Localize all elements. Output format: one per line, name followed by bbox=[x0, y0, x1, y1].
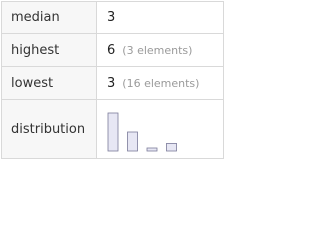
lowest-value-cell bbox=[97, 67, 223, 99]
row-highest bbox=[2, 34, 223, 67]
histogram-bar-4 bbox=[167, 143, 177, 151]
lowest-label: lowest bbox=[2, 67, 97, 99]
median-value: 3 bbox=[107, 10, 116, 25]
highest-value-cell bbox=[97, 34, 223, 66]
row-distribution bbox=[2, 100, 223, 158]
distribution-histogram bbox=[106, 105, 186, 153]
histogram-bar-1 bbox=[108, 113, 118, 151]
median-label: median bbox=[2, 2, 97, 33]
histogram-svg bbox=[106, 105, 186, 153]
histogram-bar-3 bbox=[147, 148, 157, 151]
histogram-bar-2 bbox=[128, 132, 138, 151]
median-value-cell bbox=[97, 2, 223, 33]
highest-label: highest bbox=[2, 34, 97, 66]
highest-value: 6 bbox=[107, 42, 116, 58]
highest-count-note: (3 elements) bbox=[122, 43, 193, 57]
row-median bbox=[2, 2, 223, 34]
statistics-table bbox=[1, 1, 224, 159]
distribution-label: distribution bbox=[2, 100, 97, 158]
lowest-value: 3 bbox=[107, 75, 116, 91]
lowest-count-note: (16 elements) bbox=[122, 76, 200, 90]
row-lowest bbox=[2, 67, 223, 100]
